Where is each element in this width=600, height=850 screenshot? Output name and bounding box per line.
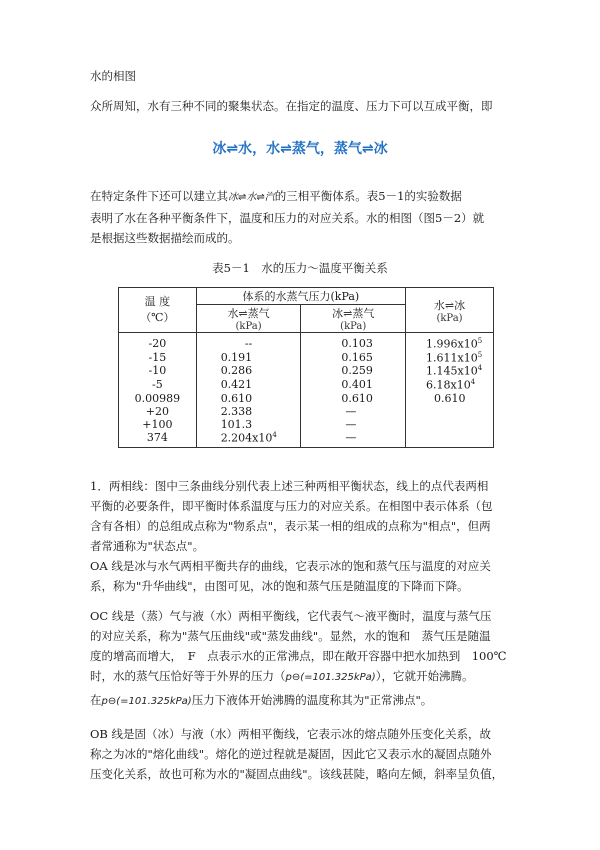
table-row: -20 -- 0.103 $1.996x10^5$: [119, 333, 494, 351]
standard-pressure-formula: p⊖(=101.325kPa): [285, 672, 376, 683]
header-temperature: 温 度 （℃）: [119, 288, 197, 333]
table-row: +100 101.3 —: [119, 418, 494, 431]
paragraph-oc-line: OC 线是（蒸）气与液（水）两相平衡线，它代表气～液平衡时，温度与蒸气压 的对应关系，称为"蒸气压曲线"或"蒸发曲线"。显然，水的饱和 蒸气压是随温 度的增高而增大， F 点表示水的正常沸点，即在敞开容器中把水加热到 100℃ 时，水的蒸气压恰好等于外界的压力（p⊖(=101.325kPa)），它就开始沸腾。: [90, 609, 507, 683]
pressure-temperature-table: [118, 287, 494, 448]
paragraph-ob-line: OB 线是固（冰）与液（水）两相平衡线，它表示冰的熔点随外压变化关系，故 称之为冰的"熔化曲线"。熔化的逆过程就是凝固，因此它又表示水的凝固点随外 压变化关系，故也可称为水的"凝固点曲线"。该线甚陡，略向左倾，斜率呈负值，: [90, 727, 504, 781]
table-row: -10 0.286 0.259 $1.145x10^4$: [119, 364, 494, 378]
equilibrium-formula: 冰⇌水，水⇌蒸气，蒸气⇌冰: [212, 141, 388, 157]
table-row: 374 $2.204x10^4$ —: [119, 431, 494, 448]
header-water-ice: 水⇌冰 (kPa): [406, 288, 494, 333]
section-title: 水的相图: [90, 69, 136, 83]
table-caption: 表5－1 水的压力～温度平衡关系: [212, 261, 388, 275]
table-body: [119, 333, 494, 448]
table-row: -5 0.421 0.401 $6.18x10^4$: [119, 378, 494, 392]
table-row: +20 2.338 —: [119, 405, 494, 418]
header-water-vapor: 水⇌蒸气 (kPa): [196, 305, 301, 333]
paragraph-two-phase-lines: 1．两相线：图中三条曲线分别代表上述三种两相平衡状态，线上的点代表两相 平衡的必要条件，即平衡时体系温度与压力的对应关系。在相图中表示体系（包 含有各相）的总组成点称为"物系点"，表示某一相的组成的点称为"相点"，但两 者常通称为"状态点"。: [90, 479, 493, 553]
intro-paragraph: 众所周知，水有三种不同的聚集状态。在指定的温度、压力下可以互成平衡，即: [90, 99, 493, 113]
header-vapor-pressure: 体系的水蒸气压力(kPa): [196, 288, 405, 305]
header-ice-vapor: 冰⇌蒸气 (kPa): [301, 305, 406, 333]
three-phase-formula: 冰⇌水⇌汽: [228, 192, 275, 203]
table-row: -15 0.191 0.165 $1.611x10^5$: [119, 351, 494, 365]
paragraph-2: 在特定条件下还可以建立其冰⇌水⇌汽的三相平衡体系。表5－1的实验数据 表明了水在各种平衡条件下，温度和压力的对应关系。水的相图（图5－2）就 是根据这些数据描绘而成的。: [90, 189, 485, 245]
standard-pressure-formula: p⊖(=101.325kPa): [101, 696, 192, 707]
paragraph-normal-boiling-point: 在p⊖(=101.325kPa)压力下液体开始沸腾的温度称其为"正常沸点"。: [90, 693, 433, 707]
table-row: 0.00989 0.610 0.610 0.610: [119, 392, 494, 405]
paragraph-oa-line: OA 线是冰与水气两相平衡共存的曲线，它表示冰的饱和蒸气压与温度的对应关 系，称为"升华曲线"，由图可见，冰的饱和蒸气压是随温度的下降而下降。: [90, 559, 491, 593]
